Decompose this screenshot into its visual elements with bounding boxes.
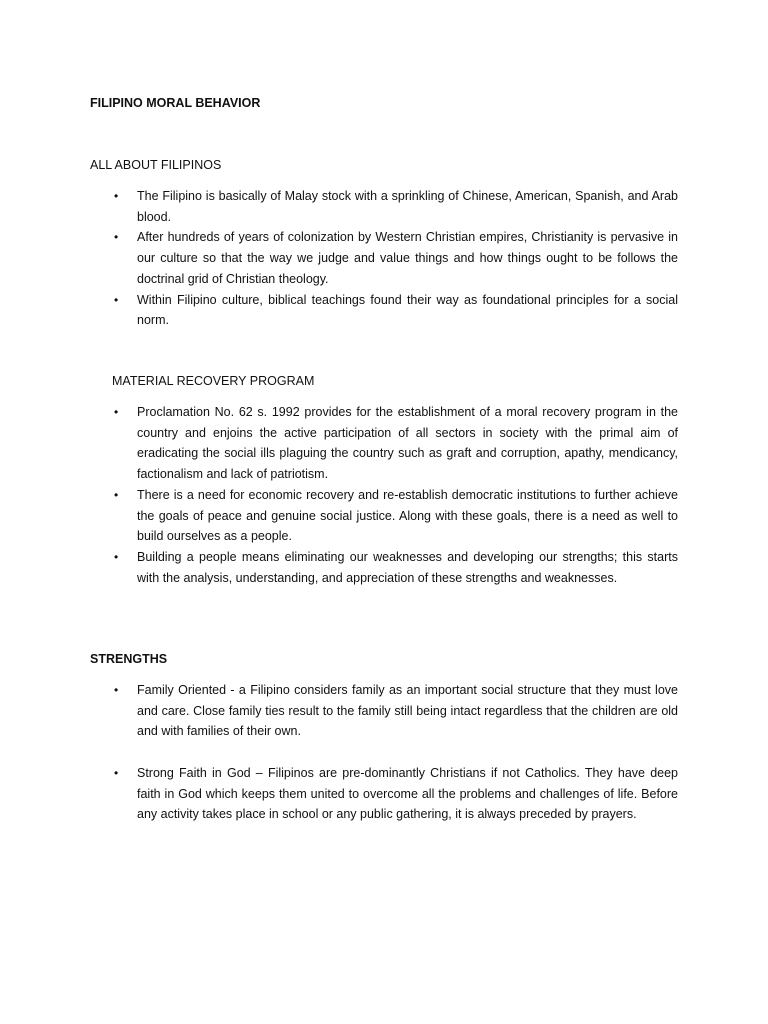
section-list-material-recovery-program — [112, 402, 678, 588]
section-heading-material-recovery-program: MATERIAL RECOVERY PROGRAM — [112, 374, 315, 388]
list-item — [112, 680, 678, 742]
list-item — [112, 547, 678, 588]
list-item-text: The Filipino is basically of Malay stock with a sprinkling of Chinese, American, Spanish, and Arab blood. — [137, 189, 678, 224]
list-item — [112, 227, 678, 289]
list-item — [112, 402, 678, 485]
list-item — [112, 485, 678, 547]
section-heading-strengths: STRENGTHS — [90, 652, 168, 666]
list-item — [112, 763, 678, 825]
list-item-text: Family Oriented - a Filipino considers family as an important social structure that they must love and care. Close family ties result to the family still being intact regardless that the children are old and with families of their own. — [137, 683, 678, 739]
list-item — [112, 290, 678, 331]
section-list-all-about-filipinos — [112, 186, 678, 331]
bullet-icon: • — [114, 487, 119, 502]
list-item-text: Within Filipino culture, biblical teachings found their way as foundational principles for a social norm. — [137, 292, 678, 328]
bullet-icon: • — [114, 683, 119, 697]
bullet-icon: • — [114, 549, 119, 564]
section-heading-all-about-filipinos: ALL ABOUT FILIPINOS — [90, 158, 222, 172]
bullet-icon: • — [114, 230, 119, 245]
list-item-text: There is a need for economic recovery and re-establish democratic institutions to further achieve the goals of peace and genuine social justice. Along with these goals, there is a need as well to build ourselves as a people. — [137, 487, 678, 544]
bullet-icon: • — [114, 292, 119, 307]
list-item — [112, 186, 678, 227]
document-title: FILIPINO MORAL BEHAVIOR — [90, 96, 261, 110]
list-item-text: Strong Faith in God – Filipinos are pre-dominantly Christians if not Catholics. They have deep faith in God which keeps them united to overcome all the problems and challenges of life. Before any activity takes place in school or any public gathering, it is always preceded by prayers. — [137, 765, 678, 822]
bullet-icon: • — [114, 189, 119, 203]
list-item-text: Proclamation No. 62 s. 1992 provides for the establishment of a moral recovery program in the country and enjoins the active participation of all sectors in society with the primal aim of eradicating the social ills plaguing the country such as graft and corruption, apathy, mendicancy, factionalism and lack of patriotism. — [137, 405, 678, 482]
section-list-strengths — [112, 680, 678, 825]
list-item-text: Building a people means eliminating our weaknesses and developing our strengths; this starts with the analysis, understanding, and appreciation of these strengths and weaknesses. — [137, 549, 678, 585]
bullet-icon: • — [114, 765, 119, 780]
bullet-icon: • — [114, 405, 119, 419]
list-item-text: After hundreds of years of colonization by Western Christian empires, Christianity is pervasive in our culture so that the way we judge and value things and how things ought to be follows the doctrinal grid of Christian theology. — [137, 230, 678, 286]
